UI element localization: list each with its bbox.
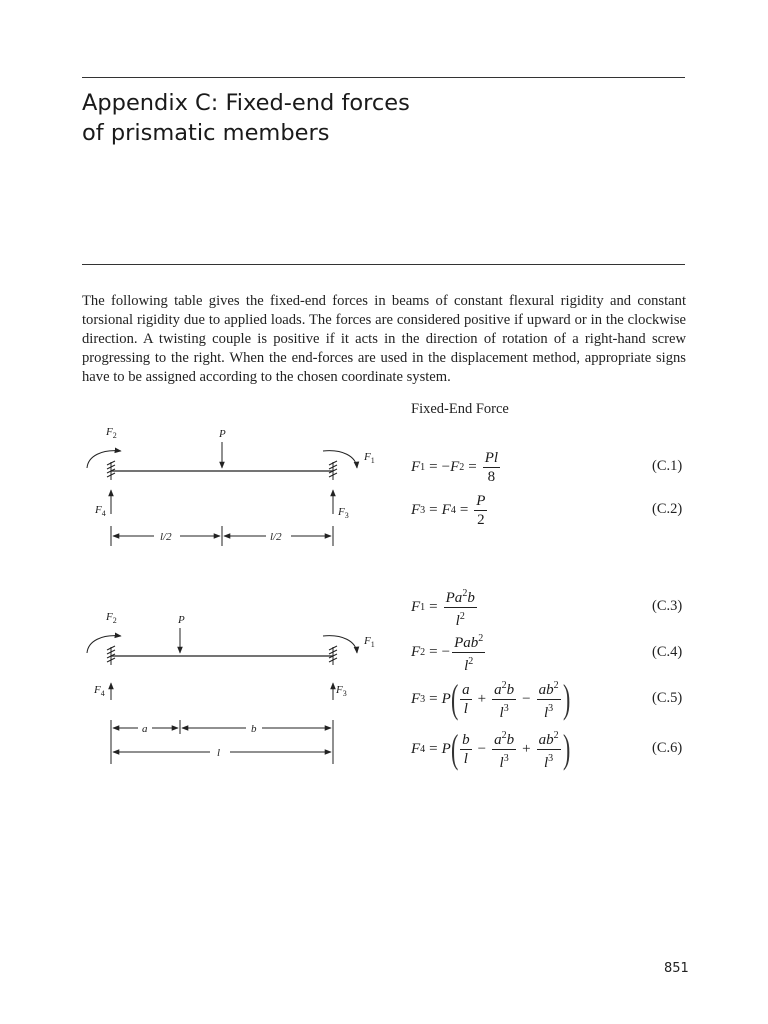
force-label-f2: $F_2$ (106, 611, 117, 625)
equation-number-c3: (C.3) (652, 598, 683, 614)
dimension-line (111, 526, 333, 546)
equation-c5: F 3 = P ( $\frac{a}{l}$ + $\frac{a^2b}{l^3}$ − $\frac{ab^2}{l^3}$ ) (411, 676, 570, 721)
equation-c3: F 1 = $\frac{Pa^2b}{l^2}$ (411, 587, 475, 629)
equation-number-c4: (C.4) (652, 644, 683, 660)
beam-diagram-eccentric-load (80, 608, 375, 768)
force-label-f3: $F_3$ (336, 684, 347, 698)
equation-number-c6: (C.6) (652, 740, 683, 756)
moment-arrow-right (323, 636, 357, 653)
dim-label-b: b (251, 723, 257, 735)
equation-c2: F 3 = F 4 = $\frac{P}{2}$ (411, 492, 486, 528)
section-rule (82, 264, 685, 265)
equation-c4: F 2 = − $\frac{Pab^2}{l^2}$ (411, 632, 484, 674)
moment-arrow-left (87, 636, 121, 653)
force-label-f2: $F_2$ (106, 426, 117, 440)
force-label-f4: $F_4$ (94, 684, 105, 698)
top-rule (82, 77, 685, 78)
title-line-1: Appendix C: Fixed-end forces (82, 90, 410, 116)
column-header: Fixed-End Force (411, 401, 509, 417)
force-label-f4: $F_4$ (95, 504, 106, 518)
beam-diagram-central-load (80, 420, 375, 555)
moment-arrow-right (323, 451, 357, 468)
equation-number-c2: (C.2) (652, 501, 683, 517)
force-label-f3: $F_3$ (338, 506, 349, 520)
load-label: P (178, 614, 185, 626)
moment-arrow-left (87, 451, 121, 468)
page-title (82, 88, 410, 148)
equation-number-c5: (C.5) (652, 690, 683, 706)
dim-label-right: l/2 (270, 531, 282, 543)
force-label-f1: $F_1$ (364, 451, 375, 465)
force-label-f1: $F_1$ (364, 635, 375, 649)
equation-c1: F 1 = − F 2 = $\frac{Pl}{8}$ (411, 449, 499, 485)
equation-number-c1: (C.1) (652, 458, 683, 474)
equation-c6: F 4 = P ( $\frac{b}{l}$ − $\frac{a^2b}{l^3}$ + $\frac{ab^2}{l^3}$ ) (411, 726, 570, 771)
intro-paragraph: The following table gives the fixed-end forces in beams of constant flexural rigidity and constant torsional rigidity due to applied loads. The forces are considered positive if upward or in the clockwise direction. A twisting couple is positive if it acts in the direction of rotation of a right-hand screw progressing to the right. When the end-forces are used in the displacement method, appropriate signs have to be assigned according to the chosen coordinate system. (82, 293, 686, 385)
title-line-2: of prismatic members (82, 120, 330, 146)
dim-label-a: a (142, 723, 148, 735)
page-number: 851 (664, 961, 689, 976)
dim-label-left: l/2 (160, 531, 172, 543)
load-label: P (219, 428, 226, 440)
dim-label-l: l (217, 747, 221, 759)
